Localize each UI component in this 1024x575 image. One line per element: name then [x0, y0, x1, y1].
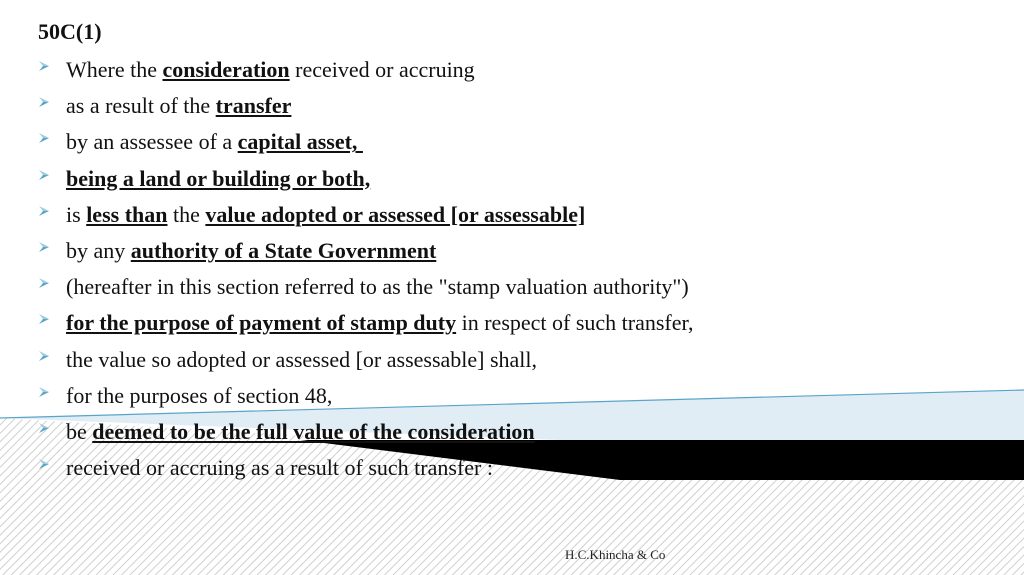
text-segment: is	[66, 201, 87, 227]
emphasized-text: less than	[86, 201, 168, 227]
text-segment: in respect of such transfer,	[456, 310, 694, 336]
bullet-item	[38, 197, 693, 233]
bullet-item	[38, 233, 693, 269]
bullet-text	[66, 455, 493, 481]
text-segment: received or accruing	[289, 57, 475, 83]
arrowhead-bullet-icon	[38, 140, 66, 144]
arrowhead-bullet-icon	[38, 177, 66, 181]
bullet-item	[38, 342, 693, 378]
bullet-item	[38, 161, 693, 197]
text-segment: received or accruing as a result of such transfer :	[66, 455, 493, 481]
bullet-text	[66, 202, 585, 228]
emphasized-text: deemed to be the full value of the consideration	[92, 418, 535, 444]
arrowhead-bullet-icon	[38, 430, 66, 434]
text-segment: Where the	[66, 57, 163, 83]
text-segment: by any	[66, 238, 131, 264]
text-segment: (hereafter in this section referred to as the "stamp valuation authority")	[66, 274, 689, 300]
emphasized-text: authority of a State Government	[130, 238, 437, 264]
bullet-item	[38, 124, 693, 160]
emphasized-text: transfer	[215, 93, 292, 119]
text-segment: the	[167, 201, 206, 227]
bullet-item	[38, 88, 693, 124]
emphasized-text: capital asset,	[237, 129, 363, 155]
arrowhead-bullet-icon	[38, 213, 66, 217]
footer-text: H.C.Khincha & Co	[565, 547, 666, 562]
bullet-text	[66, 93, 291, 119]
arrowhead-bullet-icon	[38, 68, 66, 72]
bullet-item	[38, 378, 693, 414]
bullet-list	[38, 52, 693, 486]
bullet-text	[66, 419, 535, 445]
bullet-item	[38, 269, 693, 305]
bullet-text	[66, 166, 370, 192]
arrowhead-bullet-icon	[38, 466, 66, 470]
bullet-text	[66, 383, 332, 409]
slide-title: 50C(1)	[38, 19, 102, 44]
bullet-item	[38, 305, 693, 341]
arrowhead-bullet-icon	[38, 249, 66, 253]
bullet-text	[66, 57, 475, 83]
bullet-item	[38, 414, 693, 450]
arrowhead-bullet-icon	[38, 285, 66, 289]
bullet-item	[38, 450, 693, 486]
arrowhead-bullet-icon	[38, 358, 66, 362]
arrowhead-bullet-icon	[38, 321, 66, 325]
bullet-text	[66, 347, 537, 373]
text-segment: as a result of the	[66, 93, 216, 119]
emphasized-text: consideration	[162, 57, 290, 83]
text-segment: by an assessee of a	[66, 129, 238, 155]
arrowhead-bullet-icon	[38, 394, 66, 398]
emphasized-text: value adopted or assessed [or assessable]	[205, 201, 586, 227]
text-segment: the value so adopted or assessed [or assessable] shall,	[66, 346, 538, 372]
text-segment: for the purposes of section 48,	[66, 382, 333, 408]
arrowhead-bullet-icon	[38, 104, 66, 108]
bullet-text	[66, 310, 693, 336]
bullet-text	[66, 274, 689, 300]
bullet-item	[38, 52, 693, 88]
emphasized-text: being a land or building or both,	[66, 165, 371, 191]
bullet-text	[66, 129, 363, 155]
text-segment: be	[66, 418, 93, 444]
bullet-text	[66, 238, 436, 264]
emphasized-text: for the purpose of payment of stamp duty	[66, 310, 457, 336]
